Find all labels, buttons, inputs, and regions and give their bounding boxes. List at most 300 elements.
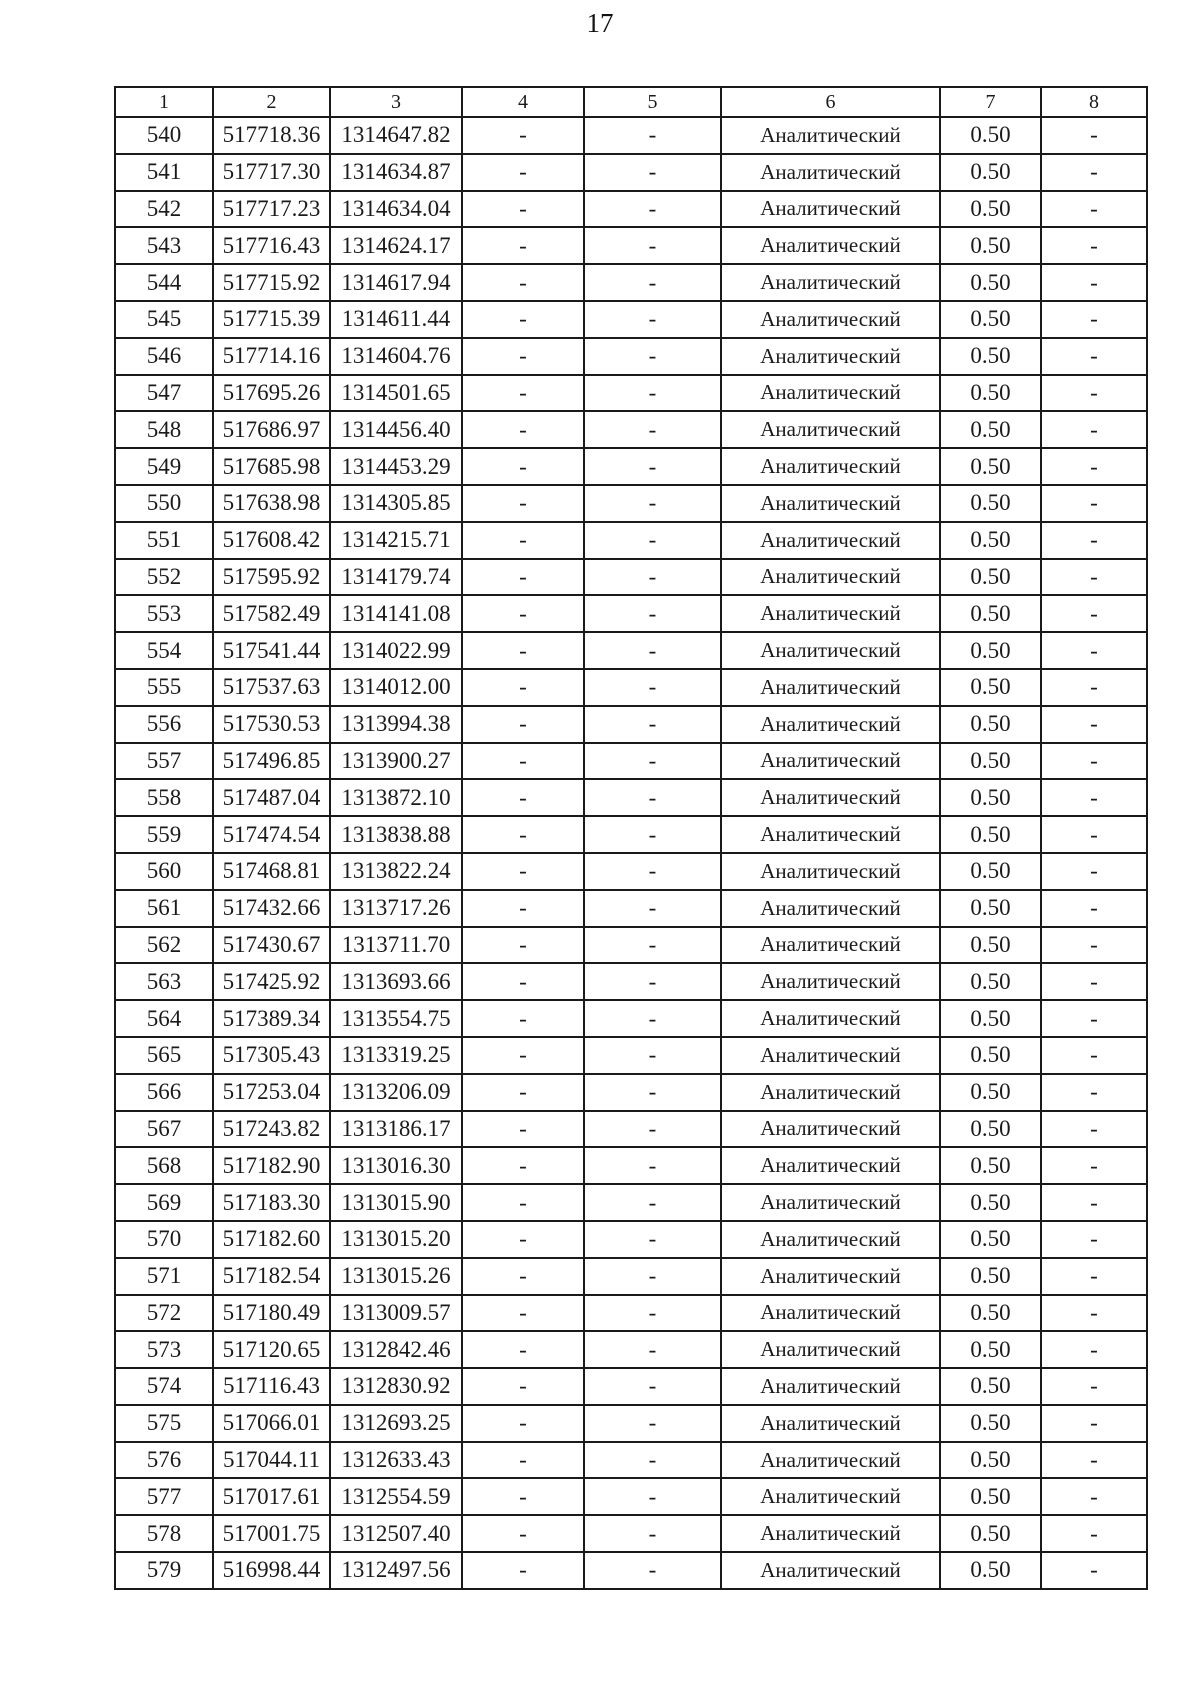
table-row: [115, 154, 1147, 191]
table-row: [115, 1037, 1147, 1074]
table-row: [115, 117, 1147, 154]
coord-y-cell: 1312693.25: [330, 1405, 462, 1442]
column-header-3: 3: [330, 87, 462, 117]
coord-x-cell: 517608.42: [213, 522, 330, 559]
col-8-cell: -: [1041, 264, 1147, 301]
column-header-6: 6: [721, 87, 940, 117]
col-8-cell: -: [1041, 1037, 1147, 1074]
table-row: [115, 927, 1147, 964]
table-row: [115, 1258, 1147, 1295]
method-cell: Аналитический: [721, 1295, 940, 1332]
method-cell: Аналитический: [721, 1258, 940, 1295]
method-cell: Аналитический: [721, 191, 940, 228]
col-5-cell: -: [584, 1442, 721, 1479]
method-cell: Аналитический: [721, 816, 940, 853]
col-4-cell: -: [462, 1221, 584, 1258]
method-cell: Аналитический: [721, 1184, 940, 1221]
point-number-cell: 573: [115, 1331, 213, 1368]
col-5-cell: -: [584, 227, 721, 264]
point-number-cell: 572: [115, 1295, 213, 1332]
coord-y-cell: 1313900.27: [330, 743, 462, 780]
accuracy-cell: 0.50: [940, 1074, 1041, 1111]
table-row: [115, 191, 1147, 228]
point-number-cell: 577: [115, 1478, 213, 1515]
method-cell: Аналитический: [721, 448, 940, 485]
col-5-cell: -: [584, 411, 721, 448]
point-number-cell: 552: [115, 559, 213, 596]
col-5-cell: -: [584, 448, 721, 485]
accuracy-cell: 0.50: [940, 448, 1041, 485]
col-8-cell: -: [1041, 375, 1147, 412]
accuracy-cell: 0.50: [940, 890, 1041, 927]
coord-x-cell: 517582.49: [213, 595, 330, 632]
col-5-cell: -: [584, 264, 721, 301]
coord-x-cell: 517182.60: [213, 1221, 330, 1258]
col-5-cell: -: [584, 595, 721, 632]
col-4-cell: -: [462, 1331, 584, 1368]
col-8-cell: -: [1041, 1368, 1147, 1405]
method-cell: Аналитический: [721, 559, 940, 596]
accuracy-cell: 0.50: [940, 1037, 1041, 1074]
accuracy-cell: 0.50: [940, 1331, 1041, 1368]
table-row: [115, 338, 1147, 375]
method-cell: Аналитический: [721, 706, 940, 743]
col-5-cell: -: [584, 301, 721, 338]
col-5-cell: -: [584, 1405, 721, 1442]
col-4-cell: -: [462, 1147, 584, 1184]
coord-y-cell: 1313994.38: [330, 706, 462, 743]
table-row: [115, 1221, 1147, 1258]
accuracy-cell: 0.50: [940, 191, 1041, 228]
accuracy-cell: 0.50: [940, 1258, 1041, 1295]
coord-y-cell: 1314624.17: [330, 227, 462, 264]
col-8-cell: -: [1041, 853, 1147, 890]
col-8-cell: -: [1041, 411, 1147, 448]
coord-x-cell: 517685.98: [213, 448, 330, 485]
coord-y-cell: 1314022.99: [330, 632, 462, 669]
point-number-cell: 574: [115, 1368, 213, 1405]
col-5-cell: -: [584, 1111, 721, 1148]
coord-x-cell: 517182.54: [213, 1258, 330, 1295]
table-row: [115, 1552, 1147, 1589]
col-5-cell: -: [584, 779, 721, 816]
col-5-cell: -: [584, 853, 721, 890]
coord-y-cell: 1314305.85: [330, 485, 462, 522]
coord-y-cell: 1313206.09: [330, 1074, 462, 1111]
accuracy-cell: 0.50: [940, 1184, 1041, 1221]
col-5-cell: -: [584, 1000, 721, 1037]
col-4-cell: -: [462, 1552, 584, 1589]
col-8-cell: -: [1041, 191, 1147, 228]
coord-y-cell: 1313711.70: [330, 927, 462, 964]
table-row: [115, 522, 1147, 559]
col-4-cell: -: [462, 1368, 584, 1405]
coord-y-cell: 1314215.71: [330, 522, 462, 559]
table-row: [115, 1331, 1147, 1368]
coord-x-cell: 517638.98: [213, 485, 330, 522]
coord-x-cell: 517116.43: [213, 1368, 330, 1405]
point-number-cell: 579: [115, 1552, 213, 1589]
col-8-cell: -: [1041, 1258, 1147, 1295]
coord-x-cell: 517714.16: [213, 338, 330, 375]
point-number-cell: 558: [115, 779, 213, 816]
point-number-cell: 553: [115, 595, 213, 632]
point-number-cell: 561: [115, 890, 213, 927]
coord-y-cell: 1314012.00: [330, 669, 462, 706]
col-5-cell: -: [584, 375, 721, 412]
table-row: [115, 669, 1147, 706]
coord-x-cell: 517432.66: [213, 890, 330, 927]
coord-y-cell: 1312497.56: [330, 1552, 462, 1589]
accuracy-cell: 0.50: [940, 743, 1041, 780]
col-5-cell: -: [584, 1037, 721, 1074]
col-4-cell: -: [462, 669, 584, 706]
column-header-1: 1: [115, 87, 213, 117]
col-8-cell: -: [1041, 1552, 1147, 1589]
col-5-cell: -: [584, 1552, 721, 1589]
point-number-cell: 555: [115, 669, 213, 706]
accuracy-cell: 0.50: [940, 816, 1041, 853]
col-4-cell: -: [462, 1000, 584, 1037]
point-number-cell: 563: [115, 963, 213, 1000]
method-cell: Аналитический: [721, 375, 940, 412]
method-cell: Аналитический: [721, 1111, 940, 1148]
method-cell: Аналитический: [721, 301, 940, 338]
col-5-cell: -: [584, 1368, 721, 1405]
method-cell: Аналитический: [721, 779, 940, 816]
coord-x-cell: 517066.01: [213, 1405, 330, 1442]
col-4-cell: -: [462, 743, 584, 780]
col-5-cell: -: [584, 1147, 721, 1184]
coord-x-cell: 517120.65: [213, 1331, 330, 1368]
coord-x-cell: 517530.53: [213, 706, 330, 743]
coord-y-cell: 1313186.17: [330, 1111, 462, 1148]
coord-x-cell: 517537.63: [213, 669, 330, 706]
col-8-cell: -: [1041, 779, 1147, 816]
col-4-cell: -: [462, 301, 584, 338]
point-number-cell: 543: [115, 227, 213, 264]
point-number-cell: 569: [115, 1184, 213, 1221]
point-number-cell: 571: [115, 1258, 213, 1295]
col-8-cell: -: [1041, 1405, 1147, 1442]
coord-y-cell: 1313554.75: [330, 1000, 462, 1037]
table-row: [115, 595, 1147, 632]
col-8-cell: -: [1041, 706, 1147, 743]
accuracy-cell: 0.50: [940, 1295, 1041, 1332]
col-5-cell: -: [584, 1295, 721, 1332]
col-5-cell: -: [584, 559, 721, 596]
coord-x-cell: 517425.92: [213, 963, 330, 1000]
coord-y-cell: 1313319.25: [330, 1037, 462, 1074]
accuracy-cell: 0.50: [940, 1552, 1041, 1589]
col-8-cell: -: [1041, 559, 1147, 596]
col-4-cell: -: [462, 816, 584, 853]
col-8-cell: -: [1041, 1478, 1147, 1515]
coord-y-cell: 1313693.66: [330, 963, 462, 1000]
page-number: 17: [586, 8, 614, 38]
coord-x-cell: 517717.30: [213, 154, 330, 191]
method-cell: Аналитический: [721, 411, 940, 448]
accuracy-cell: 0.50: [940, 154, 1041, 191]
col-8-cell: -: [1041, 301, 1147, 338]
col-8-cell: -: [1041, 1074, 1147, 1111]
point-number-cell: 547: [115, 375, 213, 412]
col-4-cell: -: [462, 1295, 584, 1332]
accuracy-cell: 0.50: [940, 1221, 1041, 1258]
coord-y-cell: 1314604.76: [330, 338, 462, 375]
accuracy-cell: 0.50: [940, 779, 1041, 816]
accuracy-cell: 0.50: [940, 485, 1041, 522]
coord-x-cell: 517389.34: [213, 1000, 330, 1037]
coord-x-cell: 517253.04: [213, 1074, 330, 1111]
method-cell: Аналитический: [721, 117, 940, 154]
accuracy-cell: 0.50: [940, 1478, 1041, 1515]
coord-y-cell: 1312830.92: [330, 1368, 462, 1405]
accuracy-cell: 0.50: [940, 853, 1041, 890]
accuracy-cell: 0.50: [940, 963, 1041, 1000]
col-4-cell: -: [462, 559, 584, 596]
col-5-cell: -: [584, 522, 721, 559]
point-number-cell: 565: [115, 1037, 213, 1074]
coord-x-cell: 517474.54: [213, 816, 330, 853]
table-row: [115, 559, 1147, 596]
col-8-cell: -: [1041, 669, 1147, 706]
col-4-cell: -: [462, 1442, 584, 1479]
method-cell: Аналитический: [721, 1000, 940, 1037]
coord-y-cell: 1313015.26: [330, 1258, 462, 1295]
point-number-cell: 570: [115, 1221, 213, 1258]
coord-x-cell: 517180.49: [213, 1295, 330, 1332]
col-5-cell: -: [584, 1515, 721, 1552]
point-number-cell: 544: [115, 264, 213, 301]
coord-y-cell: 1314456.40: [330, 411, 462, 448]
method-cell: Аналитический: [721, 853, 940, 890]
accuracy-cell: 0.50: [940, 301, 1041, 338]
coord-x-cell: 517182.90: [213, 1147, 330, 1184]
method-cell: Аналитический: [721, 1515, 940, 1552]
accuracy-cell: 0.50: [940, 375, 1041, 412]
accuracy-cell: 0.50: [940, 264, 1041, 301]
col-8-cell: -: [1041, 485, 1147, 522]
col-4-cell: -: [462, 890, 584, 927]
col-4-cell: -: [462, 338, 584, 375]
point-number-cell: 566: [115, 1074, 213, 1111]
col-8-cell: -: [1041, 1331, 1147, 1368]
col-8-cell: -: [1041, 1295, 1147, 1332]
column-header-5: 5: [584, 87, 721, 117]
col-4-cell: -: [462, 779, 584, 816]
coord-y-cell: 1312842.46: [330, 1331, 462, 1368]
col-5-cell: -: [584, 485, 721, 522]
col-4-cell: -: [462, 154, 584, 191]
coord-y-cell: 1314617.94: [330, 264, 462, 301]
point-number-cell: 568: [115, 1147, 213, 1184]
col-4-cell: -: [462, 485, 584, 522]
coord-y-cell: 1314634.87: [330, 154, 462, 191]
col-4-cell: -: [462, 227, 584, 264]
coord-x-cell: 517044.11: [213, 1442, 330, 1479]
table-row: [115, 1515, 1147, 1552]
coord-y-cell: 1313838.88: [330, 816, 462, 853]
table-row: [115, 963, 1147, 1000]
accuracy-cell: 0.50: [940, 1442, 1041, 1479]
col-4-cell: -: [462, 963, 584, 1000]
col-8-cell: -: [1041, 1111, 1147, 1148]
point-number-cell: 564: [115, 1000, 213, 1037]
method-cell: Аналитический: [721, 1074, 940, 1111]
col-4-cell: -: [462, 1405, 584, 1442]
method-cell: Аналитический: [721, 1331, 940, 1368]
point-number-cell: 556: [115, 706, 213, 743]
method-cell: Аналитический: [721, 264, 940, 301]
coord-x-cell: 517695.26: [213, 375, 330, 412]
coord-y-cell: 1313015.90: [330, 1184, 462, 1221]
table-row: [115, 1295, 1147, 1332]
table-header-row: [115, 87, 1147, 117]
method-cell: Аналитический: [721, 154, 940, 191]
coord-x-cell: 517430.67: [213, 927, 330, 964]
col-4-cell: -: [462, 522, 584, 559]
method-cell: Аналитический: [721, 522, 940, 559]
method-cell: Аналитический: [721, 338, 940, 375]
table-row: [115, 1405, 1147, 1442]
point-number-cell: 540: [115, 117, 213, 154]
table-row: [115, 816, 1147, 853]
method-cell: Аналитический: [721, 1147, 940, 1184]
coord-x-cell: 517718.36: [213, 117, 330, 154]
coord-y-cell: 1313016.30: [330, 1147, 462, 1184]
column-header-7: 7: [940, 87, 1041, 117]
col-4-cell: -: [462, 1074, 584, 1111]
point-number-cell: 546: [115, 338, 213, 375]
accuracy-cell: 0.50: [940, 1515, 1041, 1552]
coord-x-cell: 517243.82: [213, 1111, 330, 1148]
method-cell: Аналитический: [721, 485, 940, 522]
accuracy-cell: 0.50: [940, 595, 1041, 632]
coord-x-cell: 517595.92: [213, 559, 330, 596]
accuracy-cell: 0.50: [940, 411, 1041, 448]
coord-y-cell: 1312633.43: [330, 1442, 462, 1479]
accuracy-cell: 0.50: [940, 559, 1041, 596]
coord-x-cell: 517686.97: [213, 411, 330, 448]
table-row: [115, 890, 1147, 927]
column-header-4: 4: [462, 87, 584, 117]
accuracy-cell: 0.50: [940, 338, 1041, 375]
col-4-cell: -: [462, 1258, 584, 1295]
table-row: [115, 853, 1147, 890]
col-5-cell: -: [584, 816, 721, 853]
coord-y-cell: 1314647.82: [330, 117, 462, 154]
accuracy-cell: 0.50: [940, 1111, 1041, 1148]
col-8-cell: -: [1041, 117, 1147, 154]
point-number-cell: 562: [115, 927, 213, 964]
col-4-cell: -: [462, 448, 584, 485]
col-5-cell: -: [584, 117, 721, 154]
coord-x-cell: 517487.04: [213, 779, 330, 816]
point-number-cell: 548: [115, 411, 213, 448]
col-4-cell: -: [462, 411, 584, 448]
point-number-cell: 541: [115, 154, 213, 191]
point-number-cell: 554: [115, 632, 213, 669]
point-number-cell: 545: [115, 301, 213, 338]
col-8-cell: -: [1041, 1147, 1147, 1184]
col-4-cell: -: [462, 927, 584, 964]
table-row: [115, 1111, 1147, 1148]
column-header-8: 8: [1041, 87, 1147, 117]
col-8-cell: -: [1041, 1184, 1147, 1221]
method-cell: Аналитический: [721, 1552, 940, 1589]
col-8-cell: -: [1041, 154, 1147, 191]
coord-x-cell: 517716.43: [213, 227, 330, 264]
coord-y-cell: 1313872.10: [330, 779, 462, 816]
accuracy-cell: 0.50: [940, 1147, 1041, 1184]
col-5-cell: -: [584, 191, 721, 228]
method-cell: Аналитический: [721, 632, 940, 669]
col-5-cell: -: [584, 1074, 721, 1111]
col-8-cell: -: [1041, 227, 1147, 264]
col-8-cell: -: [1041, 1000, 1147, 1037]
table-row: [115, 743, 1147, 780]
col-5-cell: -: [584, 706, 721, 743]
point-number-cell: 551: [115, 522, 213, 559]
table-row: [115, 264, 1147, 301]
method-cell: Аналитический: [721, 1368, 940, 1405]
col-4-cell: -: [462, 632, 584, 669]
table-row: [115, 375, 1147, 412]
col-4-cell: -: [462, 1515, 584, 1552]
column-header-2: 2: [213, 87, 330, 117]
point-number-cell: 560: [115, 853, 213, 890]
coord-y-cell: 1313717.26: [330, 890, 462, 927]
table-row: [115, 779, 1147, 816]
coord-x-cell: 517715.39: [213, 301, 330, 338]
col-4-cell: -: [462, 375, 584, 412]
col-5-cell: -: [584, 632, 721, 669]
col-5-cell: -: [584, 154, 721, 191]
accuracy-cell: 0.50: [940, 1405, 1041, 1442]
coordinates-table: [114, 86, 1148, 1590]
table-row: [115, 706, 1147, 743]
col-8-cell: -: [1041, 1442, 1147, 1479]
table-row: [115, 1184, 1147, 1221]
accuracy-cell: 0.50: [940, 522, 1041, 559]
col-8-cell: -: [1041, 816, 1147, 853]
col-8-cell: -: [1041, 522, 1147, 559]
col-4-cell: -: [462, 1184, 584, 1221]
method-cell: Аналитический: [721, 963, 940, 1000]
table-row: [115, 485, 1147, 522]
point-number-cell: 550: [115, 485, 213, 522]
col-5-cell: -: [584, 1331, 721, 1368]
col-8-cell: -: [1041, 1515, 1147, 1552]
coord-y-cell: 1312554.59: [330, 1478, 462, 1515]
coord-y-cell: 1313009.57: [330, 1295, 462, 1332]
method-cell: Аналитический: [721, 1442, 940, 1479]
coord-x-cell: 517001.75: [213, 1515, 330, 1552]
col-5-cell: -: [584, 338, 721, 375]
coord-x-cell: 517496.85: [213, 743, 330, 780]
point-number-cell: 567: [115, 1111, 213, 1148]
col-8-cell: -: [1041, 632, 1147, 669]
method-cell: Аналитический: [721, 1037, 940, 1074]
method-cell: Аналитический: [721, 669, 940, 706]
point-number-cell: 578: [115, 1515, 213, 1552]
col-4-cell: -: [462, 1111, 584, 1148]
col-4-cell: -: [462, 191, 584, 228]
coord-y-cell: 1312507.40: [330, 1515, 462, 1552]
table-row: [115, 301, 1147, 338]
col-4-cell: -: [462, 595, 584, 632]
